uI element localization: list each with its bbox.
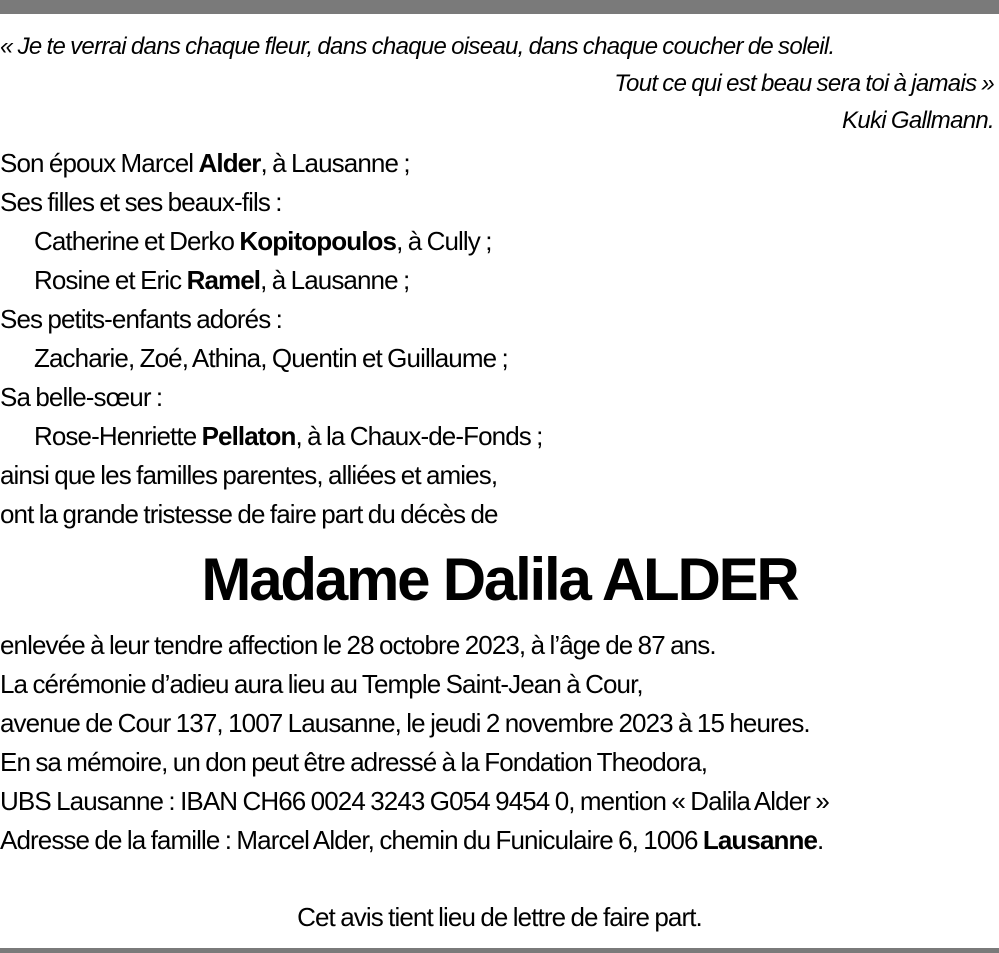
family-address: Adresse de la famille : Marcel Alder, chemin du Funiculaire 6, 1006 Lausanne. <box>0 825 824 855</box>
extended-family-line: ainsi que les familles parentes, alliées et amies, <box>0 460 498 490</box>
daughter-line: Rosine et Eric Ramel, à Lausanne ; <box>34 265 410 295</box>
address-city: Lausanne <box>702 825 818 855</box>
ceremony-details <box>0 626 829 860</box>
quote-line-2: Tout ce qui est beau sera toi à jamais » <box>614 70 994 97</box>
details-line-5: UBS Lausanne : IBAN CH66 0024 3243 G054 9454 0, mention « Dalila Alder » <box>0 786 829 816</box>
closing-note: Cet avis tient lieu de lettre de faire part. <box>297 902 702 932</box>
daughters-heading: Ses filles et ses beaux-fils : <box>0 187 282 217</box>
details-line-3: avenue de Cour 137, 1007 Lausanne, le jeudi 2 novembre 2023 à 15 heures. <box>0 708 810 738</box>
top-rule <box>0 0 999 14</box>
grandchildren-heading: Ses petits-enfants adorés : <box>0 304 282 334</box>
spouse-surname: Alder <box>198 148 261 178</box>
quote-line-1: « Je te verrai dans chaque fleur, dans chaque oiseau, dans chaque coucher de soleil. <box>0 33 835 60</box>
epigraph-quote <box>0 28 994 139</box>
daughter-line: Catherine et Derko Kopitopoulos, à Cully ; <box>34 226 492 256</box>
daughter-surname: Ramel <box>186 265 261 295</box>
announcement-line: ont la grande tristesse de faire part du décès de <box>0 499 498 529</box>
daughter-surname: Kopitopoulos <box>239 226 397 256</box>
sister-in-law-surname: Pellaton <box>201 421 296 451</box>
details-line-2: La cérémonie d’adieu aura lieu au Temple Saint-Jean à Cour, <box>0 669 643 699</box>
spouse-line: Son époux Marcel Alder, à Lausanne ; <box>0 148 410 178</box>
grandchildren-names: Zacharie, Zoé, Athina, Quentin et Guillaume ; <box>34 343 508 373</box>
details-line-4: En sa mémoire, un don peut être adressé à la Fondation Theodora, <box>0 747 708 777</box>
deceased-name: Madame Dalila ALDER <box>201 546 798 613</box>
bottom-rule <box>0 948 999 953</box>
details-line-1: enlevée à leur tendre affection le 28 octobre 2023, à l’âge de 87 ans. <box>0 630 716 660</box>
quote-author: Kuki Gallmann. <box>842 107 994 134</box>
sister-in-law-line: Rose-Henriette Pellaton, à la Chaux-de-Fonds ; <box>34 421 543 451</box>
sister-in-law-heading: Sa belle-sœur : <box>0 382 163 412</box>
family-list <box>0 144 543 534</box>
